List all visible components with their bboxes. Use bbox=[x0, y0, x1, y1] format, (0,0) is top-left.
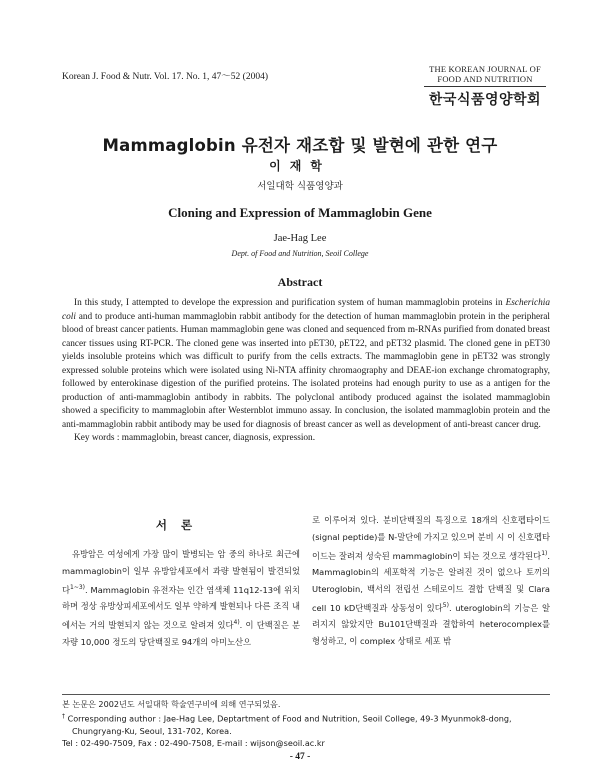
abstract-paragraph bbox=[62, 297, 550, 432]
author-name-ko: 이재학 bbox=[269, 159, 331, 173]
journal-masthead bbox=[424, 64, 546, 109]
intro-paragraph-left bbox=[62, 546, 300, 650]
abstract-text-rest: and to produce anti-human mammaglobin rabbit antibody for the detection of human mammaglobin protein in the peripheral blood of breast cancer patients. Human mammaglobin gene was cloned and sequenced from m-RNAs purified from donated breast cancer tissues using RT-PCR. The cloned gene was inserted into pET30, pET22, and pET32 plasmid. The cloned gene in pET30 yields insoluble proteins which was difficult to purify from the cells extracts. The mammaglobin gene in pET32 was strongly expressed soluble proteins which were isolated using Ni-NTA affinity chromaography and DEAE-ion exchange chromatography, followed by enterokinase digestion of the purified proteins. The isolated proteins had enough purity to use as a antigen for the production of anti-mammaglobin antibody in rabbits. The polyclonal antibody produced against the isolated mammaglobin showed a specificity to mammaglobin after Westernblot immuno assay. In conclusion, the isolated mammaglobin protein and the anti-mammaglobin rabbit antibody may be used for diagnosis of breast cancer as well as development of anti-breast cancer drug. bbox=[62, 311, 550, 430]
funding-note: 본 논문은 2002년도 서일대학 학술연구비에 의해 연구되었음. bbox=[62, 699, 281, 709]
contact-info: Tel : 02-490-7509, Fax : 02-490-7508, E-mail : wijson@seoil.ac.kr bbox=[62, 738, 325, 749]
masthead-divider bbox=[424, 86, 546, 87]
dagger-mark: † bbox=[62, 712, 65, 720]
intro-right-column bbox=[312, 512, 550, 650]
intro-left-column bbox=[62, 546, 300, 650]
intro-paragraph-right bbox=[312, 512, 550, 650]
author-affiliation-en: Dept. of Food and Nutrition, Seoil College bbox=[231, 249, 369, 258]
intro-heading: 서론 bbox=[155, 518, 207, 532]
abstract-body bbox=[62, 297, 550, 446]
page-number: - 47 - bbox=[289, 752, 311, 762]
author-name-en: Jae-Hag Lee bbox=[273, 233, 327, 244]
citation-ref: 1~3) bbox=[70, 583, 86, 591]
paper-title-ko: Mammaglobin 유전자 재조합 및 발현에 관한 연구 bbox=[102, 136, 498, 155]
intro-left-text-b: . Mammaglobin 유전자는 인간 염색체 11q12-13에 위치하며 정상 유방상피세포에서도 일부 약하게 발현되나 다른 조직 내에서는 거의 발현되지 않는 것으로 알려져 있다 bbox=[62, 584, 300, 630]
journal-citation: Korean J. Food & Nutr. Vol. 17. No. 1, 47～52 (2004) bbox=[62, 72, 269, 82]
keywords: Key words : mammaglobin, breast cancer, diagnosis, expression. bbox=[74, 433, 316, 443]
intro-left-text-a: 유방암은 여성에게 가장 많이 발병되는 암 중의 하나로 최근에 mammaglobin이 일부 유방암세포에서 과량 발현됨이 발견되었다 bbox=[62, 549, 300, 595]
author-affiliation-ko: 서일대학 식품영양과 bbox=[257, 181, 343, 192]
corresponding-author-note bbox=[62, 711, 550, 725]
journal-name-ko: 한국식품영양학회 bbox=[428, 92, 542, 108]
footnote-divider bbox=[62, 694, 550, 695]
organism-name: Escherichia coli bbox=[62, 298, 550, 322]
intro-left-text-c: . 이 단백질은 분자량 10,000 정도의 당단백질로 94개의 아미노산으 bbox=[62, 619, 301, 647]
abstract-text-start: In this study, I attempted to develope the expression and purification system of human mammaglobin proteins in bbox=[74, 298, 506, 308]
corresponding-author-address: Chungryang-Ku, Seoul, 131-702, Korea. bbox=[72, 725, 232, 736]
paper-title-en: Cloning and Expression of Mammaglobin Gene bbox=[168, 205, 432, 220]
footnotes bbox=[62, 698, 550, 750]
citation-ref: 1) bbox=[541, 549, 548, 557]
journal-name-en-line1: THE KOREAN JOURNAL OF bbox=[429, 64, 541, 74]
citation-ref: 5) bbox=[442, 601, 449, 609]
journal-name-en-line2: FOOD AND NUTRITION bbox=[437, 74, 533, 84]
citation-ref: 4) bbox=[233, 618, 240, 626]
intro-right-text-b: . Mammaglobin의 세포학적 기능은 알려진 것이 없으나 토끼의 Uteroglobin, 백서의 전립선 스테로이드 결합 단백질 및 Clara cell 10 kD단백질과 상동성이 있다 bbox=[312, 550, 550, 613]
intro-right-text-a: 로 이루어져 있다. 분비단백질의 특징으로 18개의 신호펩타이드 (signal peptide)를 N-말단에 가지고 있으며 분비 시 이 신호펩타이드는 잘려져 성숙된 mammaglobin이 되는 것으로 생각된다 bbox=[312, 515, 550, 561]
abstract-heading: Abstract bbox=[277, 275, 323, 289]
corresponding-author-line1: Corresponding author : Jae-Hag Lee, Deptartment of Food and Nutrition, Seoil College, 49-3 Myunmok8-dong, bbox=[65, 713, 512, 724]
intro-right-text-c: . uteroglobin의 기능은 알려지지 않았지만 Bu101단백질과 결합하여 heterocomplex를 형성하고, 이 complex 상태로 세포 밖 bbox=[312, 602, 550, 647]
